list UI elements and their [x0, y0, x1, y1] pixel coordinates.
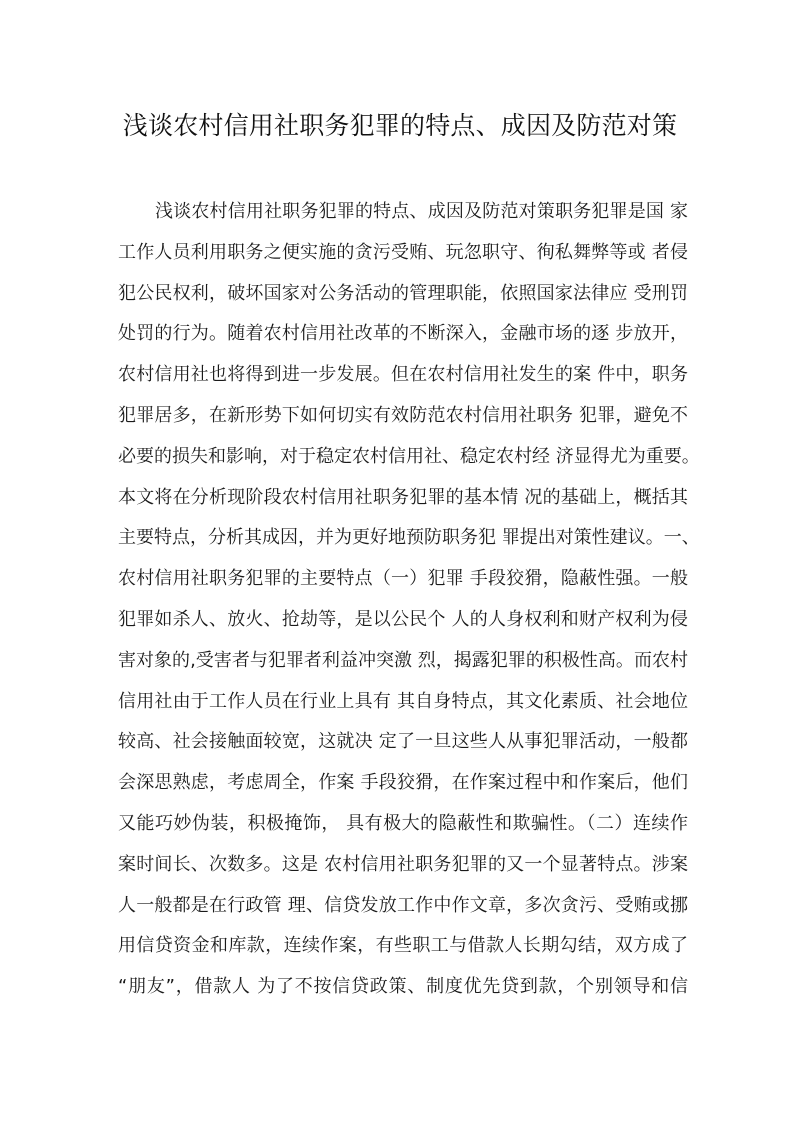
paragraph-line: 农村信用社也将得到进一步发展。但在农村信用社发生的案 件中，职务 — [118, 364, 688, 386]
paragraph-line: 又能巧妙伪装，积极掩饰， 具有极大的隐蔽性和欺骗性。（二）连续作 — [118, 812, 688, 834]
paragraph-line: 较高、社会接触面较宽，这就决 定了一旦这些人从事犯罪活动，一般都 — [118, 731, 688, 753]
paragraph-line: 主要特点，分析其成因，并为更好地预防职务犯 罪提出对策性建议。一、 — [118, 527, 700, 549]
paragraph-line: 浅谈农村信用社职务犯罪的特点、成因及防范对策职务犯罪是国 家 — [155, 201, 688, 222]
body-paragraph — [118, 192, 700, 1008]
paragraph-line: 犯公民权利，破坏国家对公务活动的管理职能，依照国家法律应 受刑罚 — [118, 282, 688, 304]
paragraph-line: 害对象的,受害者与犯罪者利益冲突激 烈，揭露犯罪的积极性高。而农村 — [118, 649, 688, 671]
paragraph-line: 犯罪如杀人、放火、抢劫等，是以公民个 人的人身权利和财产权利为侵 — [118, 608, 688, 630]
paragraph-line: 处罚的行为。随着农村信用社改革的不断深入，金融市场的逐 步放开， — [118, 323, 688, 345]
paragraph-line: 必要的损失和影响，对于稳定农村信用社、稳定农村经 济显得尤为重要。 — [118, 445, 700, 467]
paragraph-line: 信用社由于工作人员在行业上具有 其自身特点，其文化素质、社会地位 — [118, 690, 688, 712]
paragraph-line: 人一般都是在行政管 理、信贷发放工作中作文章，多次贪污、受贿或挪 — [118, 894, 688, 916]
paragraph-line: 犯罪居多，在新形势下如何切实有效防范农村信用社职务 犯罪，避免不 — [118, 404, 688, 426]
paragraph-line: 工作人员利用职务之便实施的贪污受贿、玩忽职守、徇私舞弊等或 者侵 — [118, 241, 688, 263]
paragraph-line: “朋友”，借款人 为了不按信贷政策、制度优先贷到款，个别领导和信 — [118, 976, 688, 998]
paragraph-line: 会深思熟虑，考虑周全，作案 手段狡猾，在作案过程中和作案后，他们 — [118, 772, 688, 794]
paragraph-line: 用信贷资金和库款，连续作案，有些职工与借款人长期勾结，双方成了 — [118, 935, 688, 957]
paragraph-line: 农村信用社职务犯罪的主要特点（一）犯罪 手段狡猾，隐蔽性强。一般 — [118, 568, 688, 590]
document-title: 浅谈农村信用社职务犯罪的特点、成因及防范对策 — [122, 111, 678, 140]
paragraph-line: 案时间长、次数多。这是 农村信用社职务犯罪的又一个显著特点。涉案 — [118, 853, 688, 875]
paragraph-line: 本文将在分析现阶段农村信用社职务犯罪的基本情 况的基础上，概括其 — [118, 486, 688, 508]
